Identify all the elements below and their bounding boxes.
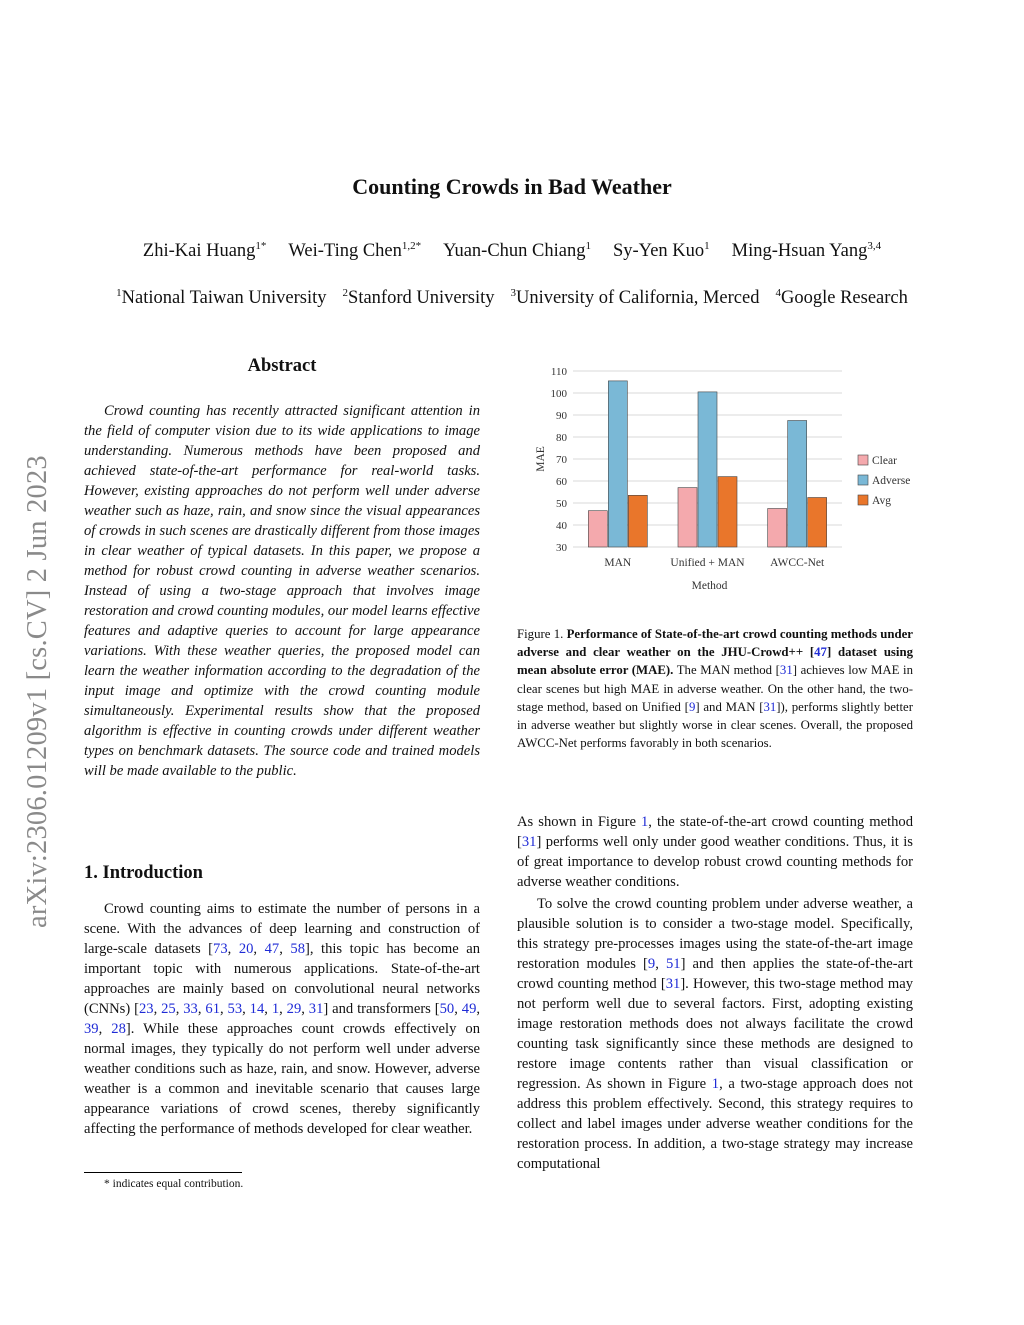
- citation-link[interactable]: 28: [111, 1021, 126, 1037]
- author-4: Sy-Yen Kuo$^1$: [612, 240, 710, 262]
- author-list: [0, 240, 1024, 262]
- x-axis-label: Method: [691, 580, 728, 592]
- citation-link[interactable]: 1: [271, 1001, 280, 1017]
- legend-label-clear: Clear: [872, 455, 897, 467]
- y-tick-label: 70: [556, 454, 567, 466]
- citation-link[interactable]: 61: [205, 1001, 220, 1017]
- citation-link[interactable]: 23: [138, 1001, 154, 1017]
- citation-link[interactable]: 53: [227, 1001, 243, 1017]
- citation-link[interactable]: 25: [161, 1001, 176, 1017]
- legend-swatch-avg: [858, 495, 868, 505]
- citation-link[interactable]: 39: [84, 1021, 99, 1037]
- y-tick-label: 30: [556, 542, 567, 554]
- y-tick-label: 90: [556, 410, 567, 422]
- bar-clear: [768, 509, 787, 548]
- right-paragraph-2: To solve the crowd counting problem under adverse weather, a plausible solution is to consider a two-stage model. Specifically, this strategy pre-processes images using the state-of-the-art image restoration modules [9, 51] and then applies the state-of-the-art crowd counting method [31]. However, this two-stage method may not perform well due to several factors. First, adopting existing image restoration methods does not always facilitate the crowd counting task significantly since these methods are designed to restore image contents rather than visual classification or regression. As shown in Figure 1, a two-stage approach does not address this problem effectively. Second, this strategy requires to collect and label images under adverse weather conditions for the restoration process. In addition, a two-stage strategy may increase computational: [517, 896, 913, 1172]
- citation-link[interactable]: 31: [763, 699, 777, 714]
- citation-link[interactable]: 31: [308, 1001, 324, 1017]
- legend-label-adverse: Adverse: [872, 475, 911, 487]
- affiliation-2: $^2$Stanford University: [342, 287, 495, 309]
- legend-label-avg: Avg: [872, 495, 891, 507]
- author-3: Yuan-Chun Chiang$^1$: [443, 240, 591, 262]
- bar-avg: [628, 495, 647, 547]
- y-tick-label: 50: [556, 498, 567, 510]
- affiliation-3: $^3$University of California, Merced: [510, 287, 760, 309]
- bar-adverse: [608, 381, 627, 547]
- citation-link[interactable]: 49: [461, 1001, 477, 1017]
- section-heading-introduction: 1. Introduction: [84, 863, 203, 883]
- y-tick-label: 80: [556, 432, 567, 444]
- affiliation-1: $^1$National Taiwan University: [116, 287, 327, 309]
- y-tick-label: 40: [556, 520, 567, 532]
- bar-adverse: [788, 421, 807, 548]
- bar-clear: [678, 488, 697, 547]
- affiliation-4: $^4$Google Research: [775, 287, 908, 309]
- y-tick-label: 60: [556, 476, 567, 488]
- arxiv-stamp: [22, 368, 62, 928]
- citation-link[interactable]: 31: [779, 663, 793, 678]
- legend-swatch-adverse: [858, 475, 868, 485]
- citation-link[interactable]: 20: [238, 941, 254, 957]
- citation-link[interactable]: 29: [286, 1001, 302, 1017]
- legend-swatch-clear: [858, 455, 868, 465]
- author-1: Zhi-Kai Huang$^{1*}$: [142, 240, 267, 262]
- citation-link[interactable]: 33: [183, 1001, 198, 1017]
- citation-link[interactable]: 14: [249, 1001, 265, 1017]
- citation-link[interactable]: 58: [290, 941, 305, 957]
- figure-1-caption: Figure 1. Performance of State-of-the-art crowd counting methods under adverse and clear weather on the JHU-Crowd++ [47] dataset using mean absolute error (MAE). The MAN method [31] achieves low MAE in clear scenes but high MAE in adverse weather. On the other hand, the two-stage method, based on Unified [9] and MAN [31]), performs slightly better in adverse weather but slightly worse in clear scenes. Overall, the proposed AWCC-Net performs favorably in both scenarios.: [517, 627, 913, 751]
- y-tick-label: 100: [550, 388, 567, 400]
- figure-1-chart: [517, 358, 913, 598]
- bar-avg: [808, 498, 827, 548]
- citation-link[interactable]: 47: [264, 941, 280, 957]
- abstract-body: Crowd counting has recently attracted significant attention in the field of computer vision due to its wide applications to image understanding. Numerous methods have been proposed and achieved state-of-the-art performance for real-world tasks. However, existing approaches do not perform well under adverse weather such as haze, rain, and snow since the visual appearances of crowds in such scenes are drastically different from those images in clear weather of typical datasets. In this paper, we propose a method for robust crowd counting in adverse weather scenarios. Instead of using a two-stage approach that involves image restoration and crowd counting modules, our model learns effective features and adaptive queries to account for large appearance variations. With these weather queries, the proposed model can learn the weather information according to the degradation of the input image and optimize with the crowd counting module simultaneously. Experimental results show that the proposed algorithm is effective in counting crowds under different weather types on benchmark datasets. The source code and trained models will be made available to the public.: [84, 403, 480, 779]
- intro-paragraph-1: Crowd counting aims to estimate the number of persons in a scene. With the advances of deep learning and construction of large-scale datasets [73, 20, 47, 58], this topic has become an important topic with numerous applications. State-of-the-art approaches are mainly based on convolutional neural networks (CNNs) [23, 25, 33, 61, 53, 14, 1, 29, 31] and transformers [50, 49, 39, 28]. While these approaches count crowds effectively on normal images, they typically do not perform well under adverse weather conditions such as haze, rain, and snow. However, adverse weather is a common and inevitable scenario that causes large appearance variations of crowd scenes, thereby significantly affecting the performance of methods developed for clear weather.: [84, 901, 481, 1137]
- bar-clear: [588, 511, 607, 547]
- x-tick-label: Unified + MAN: [670, 557, 745, 569]
- arxiv-stamp-text: arXiv:2306.01209v1 [cs.CV] 2 Jun 2023: [22, 455, 53, 928]
- citation-link[interactable]: 31: [665, 976, 681, 992]
- y-tick-label: 110: [550, 366, 567, 378]
- x-tick-label: MAN: [604, 557, 632, 569]
- footnote: * indicates equal contribution.: [104, 1178, 244, 1190]
- footnote-rule: [84, 1172, 242, 1173]
- citation-link[interactable]: 31: [521, 834, 537, 850]
- right-paragraph-1: As shown in Figure 1, the state-of-the-art crowd counting method [31] performs well only under good weather conditions. Thus, it is of great importance to develop robust crowd counting methods for adverse weather conditions.: [517, 814, 913, 890]
- x-tick-label: AWCC-Net: [770, 557, 825, 569]
- author-5: Ming-Hsuan Yang$^{3,4}$: [731, 240, 882, 262]
- citation-link[interactable]: 73: [213, 941, 228, 957]
- citation-link[interactable]: 9: [688, 699, 696, 714]
- affiliation-list: [0, 287, 1024, 309]
- y-axis-label: MAE: [535, 446, 547, 472]
- citation-link[interactable]: 47: [814, 645, 827, 660]
- citation-link[interactable]: 9: [647, 956, 656, 972]
- bar-avg: [718, 477, 737, 547]
- citation-link[interactable]: 1: [640, 814, 649, 830]
- author-2: Wei-Ting Chen$^{1,2*}$: [288, 240, 422, 262]
- paper-title: Counting Crowds in Bad Weather: [352, 174, 672, 199]
- citation-link[interactable]: 51: [665, 956, 681, 972]
- citation-link[interactable]: 1: [711, 1076, 720, 1092]
- abstract-heading: Abstract: [247, 356, 317, 376]
- citation-link[interactable]: 50: [439, 1001, 455, 1017]
- bar-adverse: [698, 392, 717, 547]
